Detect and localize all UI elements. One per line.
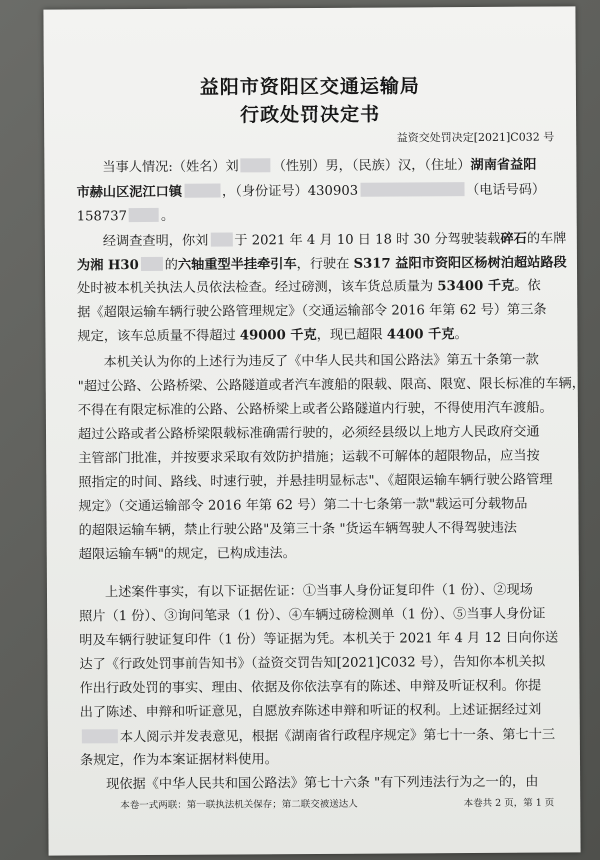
- particle: 的: [164, 257, 178, 273]
- finding-line-5: [77, 327, 555, 346]
- evidence-line-5: 作出行政处罚的事实、理由、依据及你依法享有的陈述、申辩及听证权利。你提: [79, 678, 542, 697]
- party-address-town: 市赫山区泥江口镇: [76, 184, 183, 201]
- violation-line-3: 不得在有限定标准的公路、公路桥梁上或者公路隧道内行驶，不得使用汽车渡船。: [77, 400, 553, 419]
- finding-line-3: [77, 279, 555, 298]
- redacted-name: [82, 729, 118, 743]
- footer-copies-note: 本卷一式两联：第一联执法机关保存；第二联交被送达人: [120, 798, 358, 812]
- mass-limit-label: 规定，该车总质量不得超过: [77, 328, 240, 345]
- document-page: [43, 6, 585, 855]
- finding-intro: 经调查查明，你刘: [102, 233, 209, 250]
- overload-label: ，现已超限: [316, 327, 387, 343]
- plate-number: 为湘 H30: [76, 258, 139, 274]
- evidence-line-1: 上述案件事实，有以下证据佐证：①当事人身份证复印件（1 份）、②现场: [104, 582, 534, 601]
- evidence-line-8: 条规定，作为本案证据材料使用。: [79, 752, 278, 769]
- party-name-label: 当事人情况:（姓名）刘: [102, 159, 239, 176]
- violation-line-1: 本机关认为你的上述行为违反了《中华人民共和国公路法》第五十条第一款: [103, 352, 539, 371]
- document-number: 益资交处罚决定[2021]C032 号: [396, 130, 555, 145]
- party-id-label: ，（身份证号）430903: [221, 183, 359, 200]
- finding-line-4: 据《超限运输车辆行驶公路管理规定》（交通运输部令 2016 年第 62 号）第三条: [77, 302, 547, 321]
- cargo-type: 碎石: [500, 231, 527, 247]
- vehicle-type: 六轴重型半挂牵引车: [177, 257, 297, 273]
- party-phone-prefix: 158737: [76, 209, 128, 225]
- finding-line-1: [102, 231, 567, 251]
- redacted-name: [210, 232, 232, 246]
- mass-limit: 49000 千克: [239, 327, 317, 344]
- issuer-title: 益阳市资阳区交通运输局: [199, 75, 420, 99]
- inspection-text-end: 。依: [514, 278, 541, 294]
- redacted-address: [184, 184, 220, 198]
- footer-page-number: 本卷共 2 页，第 1 页: [463, 797, 555, 810]
- overload-amount: 4400 千克: [386, 327, 455, 343]
- party-address-start: 湖南省益阳: [470, 157, 537, 174]
- party-gender-ethnicity: （性别）男，（民族）汉，（住址）: [272, 158, 471, 175]
- evidence-review-text: 本人阅示并发表意见，根据《湖南省行政程序规定》第七十一条、第七十三: [119, 727, 556, 746]
- evidence-line-3: 明及车辆行驶证复印件（1 份）等证据为凭。本机关于 2021 年 4 月 12 日向你送: [79, 630, 559, 649]
- violation-line-7: 规定》（交通运输部令 2016 年第 62 号）第二十七条第一款"载运可分载物品: [78, 496, 528, 515]
- punctuation: 。: [160, 208, 175, 224]
- redacted-plate: [141, 257, 163, 271]
- violation-line-8: 的超限运输车辆，禁止行驶公路"及第三十条 "货运车辆驾驶人不得驾驶违法: [78, 520, 517, 539]
- violation-line-4: 超过公路或者公路桥梁限载标准确需行驶的，必须经县级以上地方人民政府交通: [77, 424, 540, 443]
- punctuation: 。: [454, 327, 468, 343]
- party-phone-label: （电话号码）: [466, 182, 546, 199]
- redacted-name: [241, 158, 271, 172]
- redacted-phone: [129, 208, 159, 222]
- violation-line-5: 主管部门批准，并按要求采取有效防护措施；运载不可解体的超限物品，应当按: [78, 448, 540, 467]
- evidence-line-4: 达了《行政处罚事前告知书》（益资交罚告知[2021]C032 号），告知你本机关拟: [79, 654, 546, 673]
- evidence-line-7: [80, 727, 558, 747]
- decision-line-1: 现依据《中华人民共和国公路法》第七十六条 "有下列违法行为之一的，由: [106, 774, 539, 793]
- violation-line-9: 超限运输车辆"的规定，已构成违法。: [78, 546, 296, 563]
- total-mass: 53400 千克: [437, 278, 515, 295]
- document-title: 行政处罚决定书: [239, 103, 381, 127]
- finding-line-2: [76, 255, 567, 275]
- party-info-line-1: [102, 157, 554, 177]
- finding-plate-label: 的车牌: [526, 231, 567, 247]
- inspection-text: 处时被本机关执法人员依法检查。经过磅测，该车货总质量为: [77, 279, 438, 297]
- redacted-id-number: [360, 182, 464, 197]
- violation-line-2: "超过公路、公路桥梁、公路隧道或者汽车渡船的限载、限高、限宽、限长标准的车辆，: [77, 376, 585, 395]
- finding-datetime: 于 2021 年 4 月 10 日 18 时 30 分驾驶装载: [234, 231, 501, 249]
- party-info-line-3: [77, 206, 555, 226]
- violation-line-6: 照指定的时间、路线、时速行驶，并悬挂明显标志"、《超限运输车辆行驶公路管理: [78, 472, 553, 491]
- evidence-line-2: 照片（1 份）、③询问笔录（1 份）、④车辆过磅检测单（1 份）、⑤当事人身份证: [79, 606, 546, 625]
- evidence-line-6: 出了陈述、申辩和听证意见，自愿放弃陈述申辩和听证的权利。上述证据经过刘: [79, 702, 542, 721]
- road-section: S317 益阳市资阳区杨树泊超站路段: [353, 255, 567, 272]
- finding-road-label: ，行驶在: [296, 256, 354, 273]
- party-info-line-2: [76, 182, 554, 202]
